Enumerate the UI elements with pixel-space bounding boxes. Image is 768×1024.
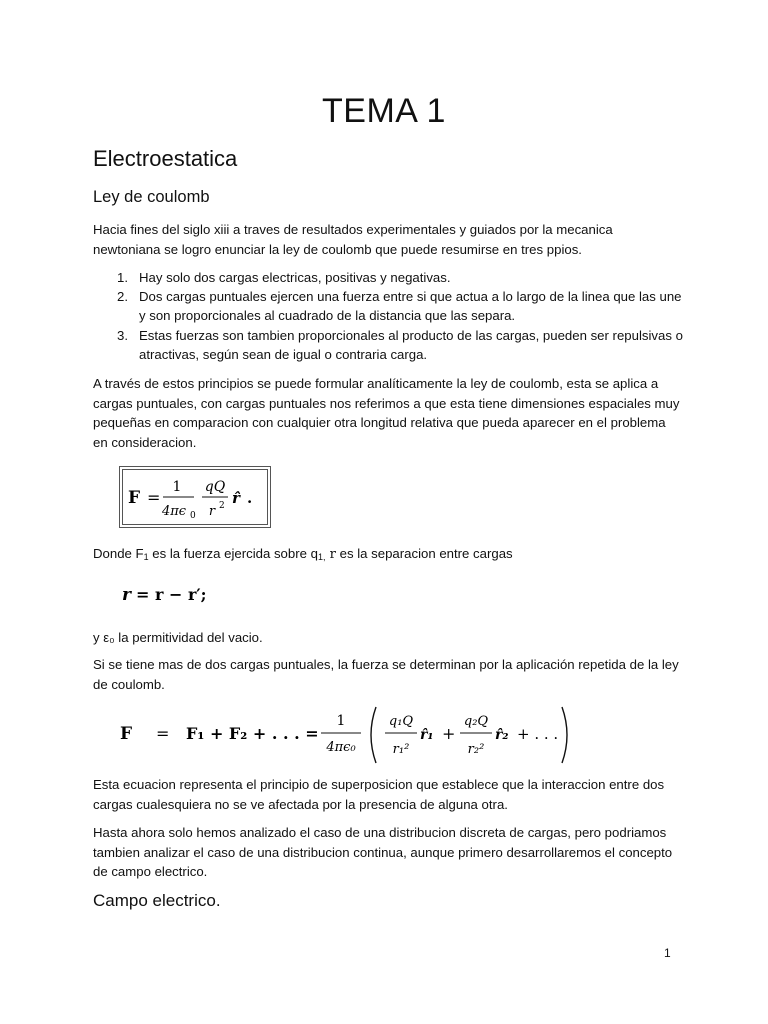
donde-text: es la fuerza ejercida sobre q bbox=[148, 546, 318, 561]
right-paren bbox=[562, 707, 567, 763]
list-text: Dos cargas puntuales ejercen una fuerza entre si que actua a lo largo de la linea que las une y son proporcionales al cuadrado de la distancia que las separa. bbox=[139, 289, 682, 324]
formula-distance-exponent: 2 bbox=[219, 501, 225, 511]
formula-period: . bbox=[247, 489, 253, 507]
formula-term2-numerator: q₂Q bbox=[463, 714, 489, 729]
formula-term2-denominator: r₂² bbox=[467, 742, 485, 757]
donde-vector-r: r bbox=[325, 547, 336, 562]
list-item bbox=[93, 287, 683, 325]
formula-separation-rhs: = r − r′; bbox=[136, 585, 207, 604]
formula-equals: = bbox=[147, 488, 161, 507]
formula-force: F bbox=[128, 488, 141, 508]
multiple-charges-paragraph: Si se tiene mas de dos cargas puntuales, la fuerza se determinan por la aplicación repetida de la ley de coulomb. bbox=[93, 657, 679, 692]
subsection-heading: Ley de coulomb bbox=[93, 188, 210, 206]
list-item bbox=[93, 268, 683, 287]
formula-term1-numerator: q₁Q bbox=[388, 714, 414, 729]
list-number: 2. bbox=[117, 289, 128, 305]
section-heading: Electroestatica bbox=[93, 146, 238, 171]
donde-text: Donde F bbox=[93, 546, 144, 561]
list-item bbox=[93, 326, 683, 364]
formula-tail: + . . . bbox=[517, 725, 559, 743]
campo-electrico-heading: Campo electrico. bbox=[93, 891, 221, 910]
distribution-paragraph: Hasta ahora solo hemos analizado el caso de una distribucion discreta de cargas, pero podriamos tambien analizar el caso de una distribucion continua, aunque primero desarrollaremos el concepto de campo electrico. bbox=[93, 825, 673, 880]
separation-formula-graphic bbox=[120, 580, 240, 608]
left-paren bbox=[371, 707, 376, 763]
separation-formula bbox=[120, 580, 240, 608]
formula-unit-vector: r̂ bbox=[232, 489, 240, 507]
formula-force: F bbox=[120, 724, 133, 744]
formula-denominator: 4πϵ bbox=[161, 504, 187, 519]
formula-numerator-one: 1 bbox=[172, 479, 182, 495]
formula-numerator-one: 1 bbox=[336, 713, 346, 729]
list-text: Estas fuerzas son tambien proporcionales al producto de las cargas, pueden ser repulsivas o atractivas, según sean de igual o contraria carga. bbox=[139, 327, 683, 362]
formula-term2-vector: r̂₂ bbox=[495, 727, 509, 743]
permitivity-paragraph: y ε₀ la permitividad del vacio. bbox=[93, 630, 263, 645]
superposition-formula-graphic bbox=[118, 703, 573, 767]
list-number: 1. bbox=[117, 270, 128, 285]
coulomb-formula-graphic bbox=[120, 467, 270, 527]
coulomb-formula bbox=[119, 466, 271, 528]
formula-script-r: r bbox=[122, 585, 131, 605]
principles-list bbox=[93, 268, 683, 364]
list-text: Hay solo dos cargas electricas, positivas y negativas. bbox=[139, 270, 451, 285]
superposition-paragraph: Esta ecuacion representa el principio de superposicion que establece que la interaccion entre dos cargas cualesquiera no se ve afectada por la presencia de alguna otra. bbox=[93, 777, 665, 812]
formula-equals: = bbox=[156, 724, 170, 743]
formula-term1-vector: r̂₁ bbox=[420, 727, 434, 743]
principles-paragraph: A través de estos principios se puede formular analíticamente la ley de coulomb, esta se aplica a cargas puntuales, con cargas puntuales nos referimos a que esta tiene dimensiones espaciales muy pequeñas en comparacion con cualquier otra longitud relativa que pueda aparecer en el problema en consideracion. bbox=[93, 376, 680, 450]
donde-subscript: 1, bbox=[317, 552, 326, 562]
formula-denominator: 4πϵ₀ bbox=[326, 740, 356, 755]
formula-charge-product: qQ bbox=[204, 479, 226, 495]
formula-distance: r bbox=[208, 504, 216, 519]
list-number: 3. bbox=[117, 327, 128, 343]
formula-epsilon-subscript: 0 bbox=[190, 511, 196, 521]
page-title: TEMA 1 bbox=[322, 92, 446, 130]
intro-paragraph: Hacia fines del siglo xiii a traves de resultados experimentales y guiados por la mecanica newtoniana se logro enunciar la ley de coulomb que puede resumirse en tres ppios. bbox=[93, 222, 613, 257]
donde-subscript: 1 bbox=[143, 552, 149, 562]
donde-paragraph bbox=[93, 544, 683, 568]
formula-force-sum: F₁ + F₂ + . . . = bbox=[186, 724, 319, 743]
formula-term1-denominator: r₁² bbox=[392, 742, 410, 757]
formula-plus: + bbox=[442, 724, 456, 743]
page-number: 1 bbox=[664, 946, 671, 960]
donde-text: es la separacion entre cargas bbox=[335, 546, 513, 561]
superposition-formula bbox=[118, 703, 573, 767]
